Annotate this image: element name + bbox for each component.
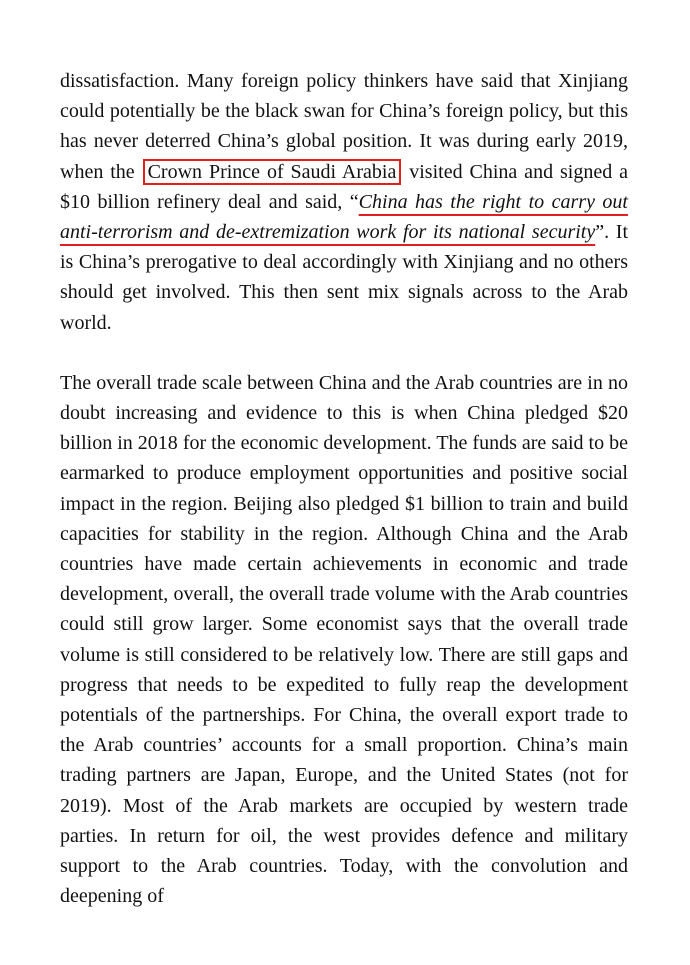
- paragraph-text-intro: dissatisfaction. Many foreign policy thinkers have said that Xinjiang could potentially be the black swan for China’s foreign policy, but this has never deterred China’s global position. It was during early 2019, when the: [60, 70, 628, 183]
- paragraph-xinjiang-saudi: [60, 66, 628, 338]
- paragraph-text-conclusion: ”. It is China’s prerogative to deal accordingly with Xinjiang and no others should get involved. This then sent mix signals across to the Arab world.: [60, 221, 629, 334]
- document-page: [60, 66, 628, 911]
- paragraph-trade-scale: The overall trade scale between China and the Arab countries are in no doubt increasing and evidence to this is when China pledged $20 billion in 2018 for the economic development. The funds are said to be earmarked to produce employment opportunities and positive social impact in the region. Beijing also pledged $1 billion to train and build capacities for stability in the region. Although China and the Arab countries have made certain achievements in economic and trade development, overall, the overall trade volume with the Arab countries could still grow larger. Some economist says that the overall trade volume is still considered to be relatively low. There are still gaps and progress that needs to be expedited to fully reap the development potentials of the partnerships. For China, the overall export trade to the Arab countries’ accounts for a small proportion. China’s main trading partners are Japan, Europe, and the United States (not for 2019). Most of the Arab markets are occupied by western trade parties. In return for oil, the west provides defence and military support to the Arab countries. Today, with the convolution and deepening of: [60, 371, 628, 908]
- highlighted-crown-prince: Crown Prince of Saudi Arabia: [143, 159, 402, 185]
- underlined-quote: China has the right to carry out anti-terrorism and de-extremization work for its national security: [60, 190, 628, 244]
- paragraph-text-visit: visited China and signed a $10 billion refinery deal and said, “: [60, 160, 628, 213]
